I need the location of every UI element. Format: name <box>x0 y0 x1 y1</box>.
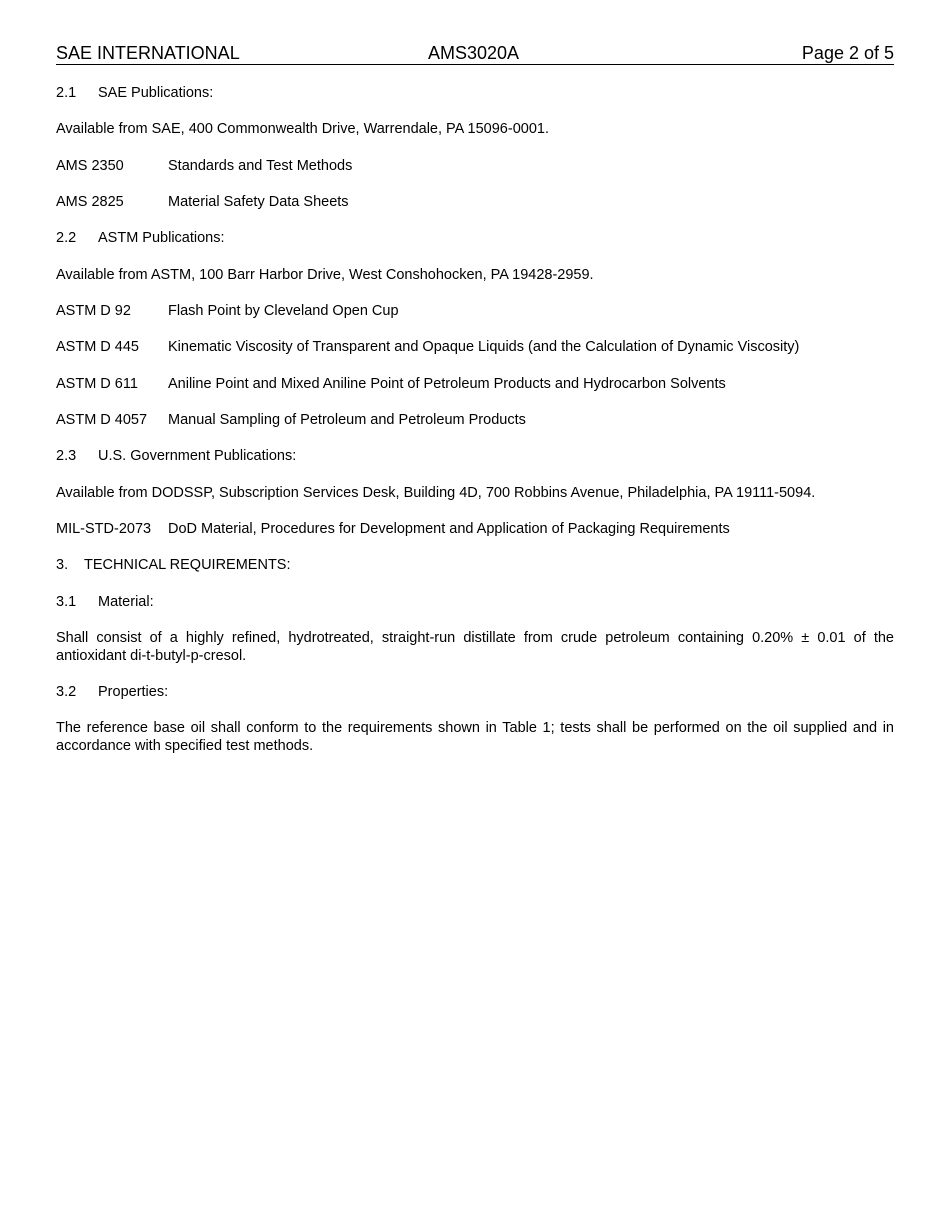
header-org: SAE INTERNATIONAL <box>56 43 240 63</box>
reference-code: ASTM D 92 <box>56 303 131 319</box>
reference-row <box>56 338 894 356</box>
section-number: 3.1 <box>56 594 77 610</box>
section-number: 3. <box>56 557 69 573</box>
reference-title: Aniline Point and Mixed Aniline Point of Petroleum Products and Hydrocarbon Solvents <box>168 376 726 392</box>
reference-title: Manual Sampling of Petroleum and Petroleum Products <box>168 412 526 428</box>
material-paragraph: Shall consist of a highly refined, hydrotreated, straight-run distillate from crude petroleum containing 0.20% ± 0.01 of the antioxidant di-t-butyl-p-cresol. <box>56 630 894 664</box>
reference-row <box>56 411 894 429</box>
section-heading-3 <box>56 556 894 574</box>
reference-code: AMS 2350 <box>56 158 124 174</box>
section-heading-3-2 <box>56 683 894 701</box>
page-header <box>56 43 894 65</box>
header-doc-id: AMS3020A <box>428 43 520 63</box>
reference-code: AMS 2825 <box>56 194 124 210</box>
reference-code: ASTM D 4057 <box>56 412 148 428</box>
reference-row <box>56 193 894 211</box>
section-title: SAE Publications: <box>98 85 214 101</box>
reference-row <box>56 302 894 320</box>
section-title: TECHNICAL REQUIREMENTS: <box>84 557 291 573</box>
reference-title: Material Safety Data Sheets <box>168 194 349 210</box>
reference-title: DoD Material, Procedures for Development and Application of Packaging Requirements <box>168 521 730 537</box>
section-heading-2-1 <box>56 84 894 102</box>
properties-paragraph: The reference base oil shall conform to the requirements shown in Table 1; tests shall be performed on the oil supplied and in accordance with specified test methods. <box>56 720 894 754</box>
reference-row <box>56 520 894 538</box>
reference-title: Flash Point by Cleveland Open Cup <box>168 303 399 319</box>
section-number: 2.2 <box>56 230 77 246</box>
reference-row <box>56 157 894 175</box>
section-heading-3-1 <box>56 593 894 611</box>
section-title: ASTM Publications: <box>98 230 225 246</box>
reference-row <box>56 375 894 393</box>
astm-availability: Available from ASTM, 100 Barr Harbor Drive, West Conshohocken, PA 19428-2959. <box>56 267 594 283</box>
sae-availability: Available from SAE, 400 Commonwealth Drive, Warrendale, PA 15096-0001. <box>56 121 549 137</box>
section-heading-2-3 <box>56 447 894 465</box>
reference-code: MIL-STD-2073 <box>56 521 152 537</box>
reference-code: ASTM D 611 <box>56 376 138 392</box>
section-title: Properties: <box>98 684 169 700</box>
section-title: Material: <box>98 594 154 610</box>
reference-title: Standards and Test Methods <box>168 158 353 174</box>
dodssp-availability: Available from DODSSP, Subscription Services Desk, Building 4D, 700 Robbins Avenue, Philadelphia, PA 19111-5094. <box>56 485 816 501</box>
section-title: U.S. Government Publications: <box>98 448 297 464</box>
section-number: 2.1 <box>56 85 77 101</box>
header-page-number: Page 2 of 5 <box>801 43 894 63</box>
section-number: 3.2 <box>56 684 77 700</box>
section-number: 2.3 <box>56 448 77 464</box>
reference-title: Kinematic Viscosity of Transparent and Opaque Liquids (and the Calculation of Dynamic Viscosity) <box>168 339 800 355</box>
reference-code: ASTM D 445 <box>56 339 139 355</box>
section-heading-2-2 <box>56 229 894 247</box>
